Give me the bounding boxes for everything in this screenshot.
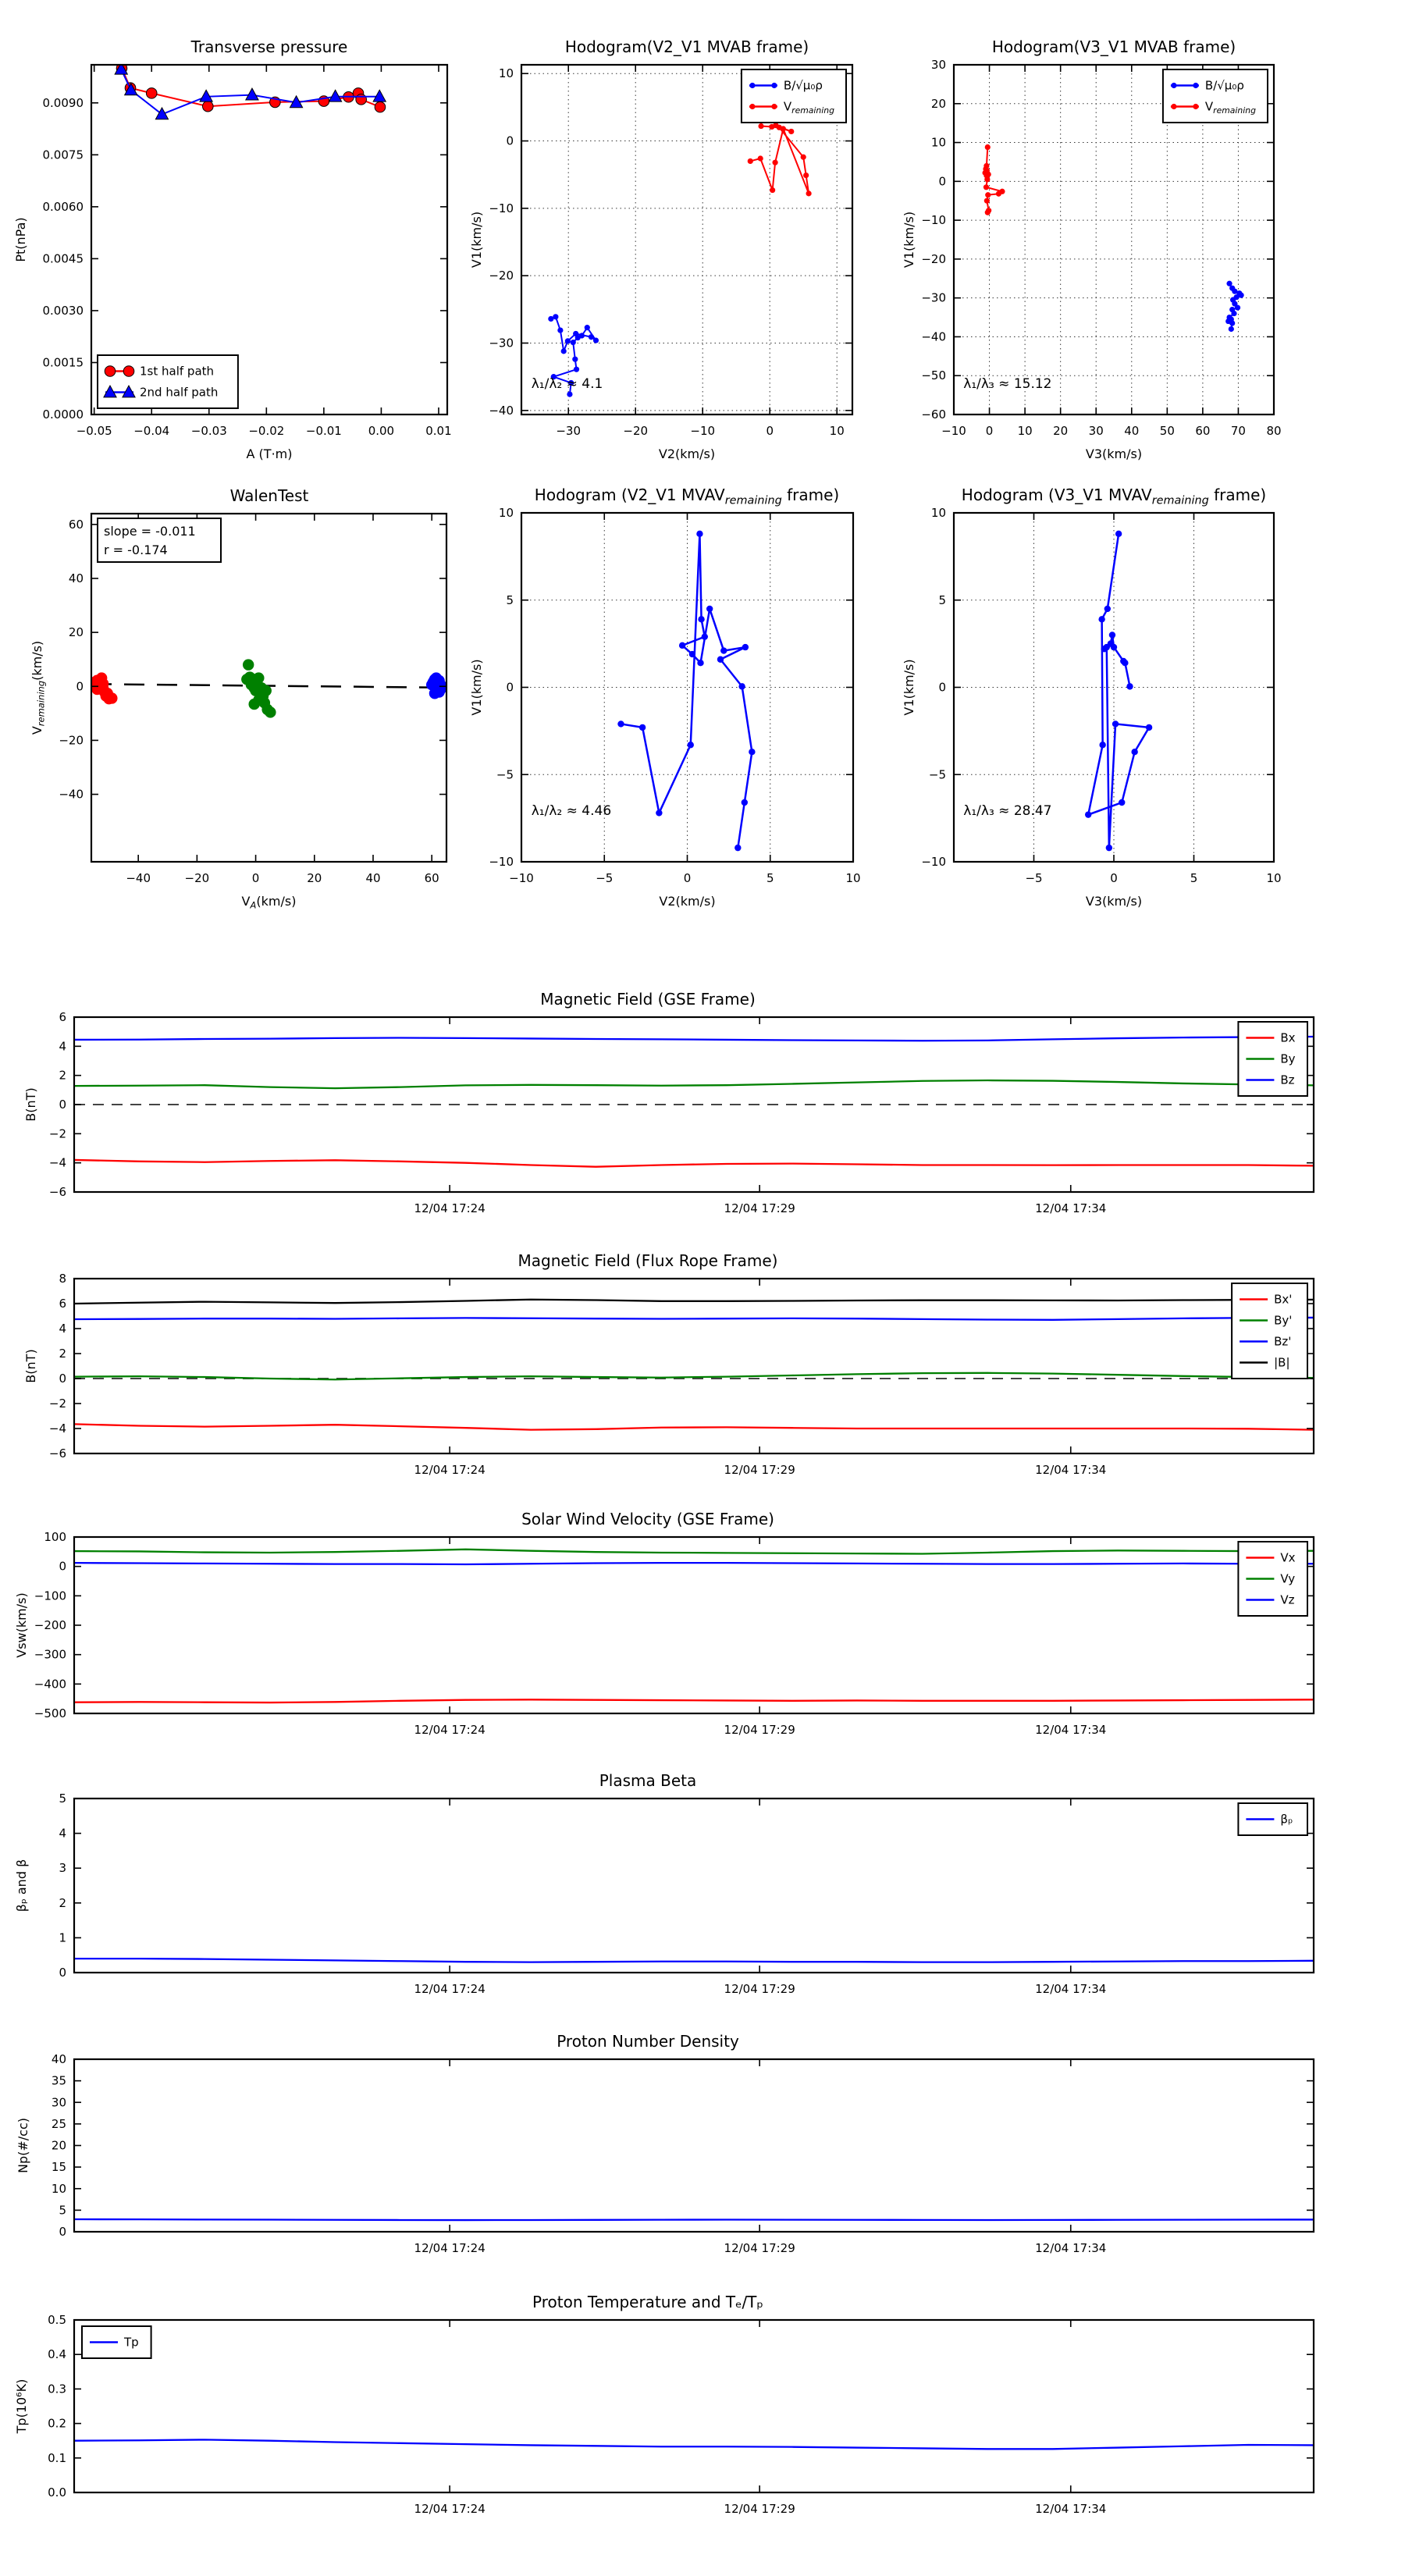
x-tick-label: 12/04 17:34: [1035, 2502, 1107, 2516]
x-tick-label: 12/04 17:34: [1035, 1982, 1107, 1996]
x-axis-label: V2(km/s): [658, 447, 716, 461]
x-tick-label: −10: [941, 424, 966, 438]
panel-vsw-gse: [14, 1510, 1314, 1737]
series-group: [74, 1300, 1314, 1430]
x-tick-label: 12/04 17:34: [1035, 2241, 1107, 2255]
x-tick-label: 40: [365, 871, 381, 885]
y-axis-label: βₚ and β: [14, 1859, 29, 1912]
legend: [1238, 1542, 1307, 1616]
y-tick-label: 0: [59, 2225, 66, 2239]
series-group: [74, 1959, 1314, 1962]
y-tick-label: −20: [59, 733, 84, 748]
y-tick-label: 20: [68, 625, 84, 640]
y-tick-label: −6: [48, 1446, 66, 1461]
legend-label: Vy: [1280, 1571, 1296, 1586]
stats-line: r = -0.174: [104, 543, 168, 557]
panel-b-fluxrope: [23, 1251, 1314, 1477]
y-axis-label: Tp(10⁶K): [14, 2379, 29, 2434]
y-axis-label: V1(km/s): [902, 211, 916, 269]
x-tick-label: 10: [845, 871, 861, 885]
tick-marks: [74, 2059, 1314, 2232]
y-tick-label: 10: [51, 2181, 66, 2196]
x-tick-label: 20: [1053, 424, 1069, 438]
y-tick-label: 0: [938, 680, 946, 695]
x-tick-label: 10: [1266, 871, 1282, 885]
y-axis-label: Np(#/cc): [16, 2118, 30, 2173]
y-tick-label: 2: [59, 1347, 66, 1361]
panel-hodogram-v2v1-mvav: [469, 486, 861, 909]
y-tick-label: 0.0: [48, 2485, 66, 2500]
tick-marks: [74, 1799, 1314, 1973]
y-tick-label: 0.0045: [42, 251, 84, 266]
legend-label: Bx: [1280, 1030, 1296, 1045]
y-tick-label: 100: [44, 1530, 66, 1544]
x-axis-label: A (T·m): [246, 447, 293, 461]
y-tick-label: −5: [496, 767, 514, 782]
series-line-By: [74, 1080, 1314, 1088]
y-axis-label: Vsw(km/s): [14, 1592, 29, 1658]
x-tick-label: 70: [1230, 424, 1246, 438]
y-tick-label: 10: [930, 135, 946, 150]
y-tick-label: 0: [506, 133, 514, 148]
y-tick-label: 4: [59, 1826, 66, 1841]
x-tick-label: 60: [424, 871, 439, 885]
x-tick-label: −10: [690, 424, 716, 438]
y-tick-label: −30: [921, 290, 946, 305]
x-tick-label: 12/04 17:29: [724, 1982, 795, 1996]
y-tick-label: 0: [506, 680, 514, 695]
series-line-beta_p: [74, 1959, 1314, 1962]
panel-title: Plasma Beta: [599, 1771, 697, 1790]
y-tick-label: 0: [59, 1559, 66, 1574]
y-tick-label: 10: [498, 506, 514, 520]
x-tick-label: 0: [683, 871, 692, 885]
legend-label: Bz: [1280, 1073, 1295, 1087]
y-axis-label: Pt(nPa): [13, 217, 28, 262]
x-tick-label: 12/04 17:29: [724, 2502, 795, 2516]
y-tick-label: 60: [68, 517, 84, 532]
y-tick-label: −10: [489, 201, 514, 215]
x-tick-label: 12/04 17:29: [724, 1201, 795, 1215]
x-tick-label: −0.02: [248, 424, 285, 438]
y-tick-label: −400: [34, 1677, 66, 1692]
axes-box: [74, 2320, 1314, 2492]
panel-transverse-pressure: [13, 37, 452, 461]
legend: [1238, 1803, 1307, 1835]
legend-label: 1st half path: [140, 364, 215, 379]
panel-title: Magnetic Field (GSE Frame): [540, 990, 756, 1009]
series-line-V path: [621, 534, 752, 848]
y-tick-label: 0: [59, 1098, 66, 1112]
legend-label: Bx': [1274, 1292, 1293, 1307]
x-tick-label: 0: [251, 871, 260, 885]
eigenvalue-ratio-annotation: λ₁/λ₃ ≈ 28.47: [963, 803, 1052, 819]
y-axis-label: V1(km/s): [902, 659, 916, 716]
y-tick-label: 30: [51, 2095, 66, 2110]
series-line-V path: [1088, 534, 1149, 848]
panel-hodogram-v3v1-mvab: [902, 37, 1282, 461]
x-axis-label: V3(km/s): [1085, 447, 1143, 461]
y-tick-label: 6: [59, 1297, 66, 1311]
y-tick-label: −5: [928, 767, 946, 782]
y-tick-label: 35: [51, 2073, 66, 2088]
legend-label: $V_{remaining}$: [1204, 99, 1256, 116]
series-group: [617, 531, 755, 852]
y-tick-label: −4: [48, 1421, 66, 1436]
legend-label: $V_{remaining}$: [783, 99, 834, 116]
panel-title: Hodogram (V3_V1 $MVAV_{remaining}$ frame): [961, 486, 1267, 507]
y-tick-label: −100: [34, 1589, 66, 1603]
panel-hodogram-v2v1-mvab: [469, 37, 852, 461]
y-tick-label: 0.0000: [42, 407, 84, 422]
x-tick-label: 40: [1124, 424, 1140, 438]
legend-label: Tp: [124, 2335, 139, 2350]
legend: [742, 69, 846, 123]
legend: [1238, 1022, 1307, 1096]
legend-label: Bz': [1274, 1334, 1292, 1349]
y-tick-label: −20: [921, 251, 946, 266]
y-tick-label: 10: [498, 66, 514, 81]
series-line-Np: [74, 2219, 1314, 2220]
panel-proton-temp: [14, 2293, 1314, 2516]
y-axis-label: B(nT): [23, 1087, 38, 1122]
panel-title: Transverse pressure: [190, 37, 348, 56]
y-tick-label: 0.5: [48, 2313, 66, 2327]
series-group: [74, 1037, 1314, 1167]
y-tick-label: −10: [921, 855, 946, 869]
y-tick-label: 0.0015: [42, 355, 84, 370]
x-tick-label: 5: [1190, 871, 1198, 885]
y-tick-label: 0: [59, 1372, 66, 1386]
y-tick-label: 30: [930, 58, 946, 72]
y-tick-label: 6: [59, 1010, 66, 1024]
y-tick-label: 0: [76, 679, 84, 694]
y-tick-label: −4: [48, 1155, 66, 1170]
y-tick-label: 15: [51, 2160, 66, 2175]
y-tick-label: 0.0075: [42, 148, 84, 162]
x-axis-label: V2(km/s): [659, 894, 716, 909]
x-tick-label: 12/04 17:24: [414, 1463, 486, 1477]
x-tick-label: 0: [1110, 871, 1118, 885]
series-line-Bz': [74, 1318, 1314, 1320]
x-tick-label: −40: [126, 871, 151, 885]
x-tick-label: 20: [307, 871, 322, 885]
x-tick-label: 12/04 17:29: [724, 2241, 795, 2255]
x-tick-label: 50: [1159, 424, 1175, 438]
panel-walen-test: [30, 486, 446, 911]
y-axis-label: B(nT): [23, 1349, 38, 1383]
y-tick-label: −50: [921, 368, 946, 383]
y-tick-label: 25: [51, 2116, 66, 2131]
x-tick-label: 12/04 17:24: [414, 1982, 486, 1996]
y-tick-label: 40: [68, 571, 84, 585]
legend-label: 2nd half path: [140, 385, 219, 400]
y-tick-label: −30: [489, 336, 514, 350]
series-line-Bx: [74, 1160, 1314, 1167]
x-tick-label: 12/04 17:24: [414, 2502, 486, 2516]
panel-proton-density: [16, 2032, 1314, 2255]
y-tick-label: 0.0090: [42, 95, 84, 110]
x-tick-label: 5: [766, 871, 774, 885]
x-tick-label: 12/04 17:29: [724, 1723, 795, 1737]
x-tick-label: −0.03: [190, 424, 227, 438]
y-tick-label: 3: [59, 1861, 66, 1876]
y-tick-label: 2: [59, 1068, 66, 1083]
y-tick-label: 0.1: [48, 2450, 66, 2465]
y-tick-label: −40: [921, 329, 946, 344]
series-group: [1085, 531, 1152, 852]
x-tick-label: −20: [623, 424, 649, 438]
y-tick-label: 0.2: [48, 2416, 66, 2431]
y-tick-label: −10: [921, 213, 946, 228]
y-tick-label: −2: [48, 1397, 66, 1411]
x-axis-label: $V_A(km/s)$: [241, 894, 297, 911]
panel-title: Solar Wind Velocity (GSE Frame): [521, 1510, 774, 1528]
legend: [82, 2326, 151, 2358]
y-tick-label: 20: [930, 96, 946, 111]
eigenvalue-ratio-annotation: λ₁/λ₃ ≈ 15.12: [963, 376, 1052, 392]
x-tick-label: −5: [1025, 871, 1043, 885]
series-group: [74, 2219, 1314, 2220]
series-group: [74, 2439, 1314, 2449]
panel-hodogram-v3v1-mvav: [902, 486, 1282, 909]
x-tick-label: 30: [1088, 424, 1104, 438]
y-tick-label: 0.4: [48, 2347, 66, 2362]
x-tick-label: 0: [766, 424, 774, 438]
x-tick-label: 12/04 17:34: [1035, 1201, 1107, 1215]
panel-title: Hodogram(V2_V1 MVAB frame): [564, 37, 809, 56]
series-line-Vx: [74, 1699, 1314, 1703]
x-tick-label: 12/04 17:24: [414, 1201, 486, 1215]
series-line-Bz: [74, 1037, 1314, 1041]
panel-b-gse: [23, 990, 1314, 1215]
panel-title: Proton Number Density: [557, 2032, 739, 2051]
y-tick-label: −60: [921, 407, 946, 422]
series-line-Bx': [74, 1424, 1314, 1429]
axes-box: [74, 1799, 1314, 1973]
y-tick-label: 20: [51, 2138, 66, 2153]
legend-label: Vx: [1280, 1550, 1296, 1565]
legend-label: By: [1280, 1051, 1296, 1066]
x-tick-label: −20: [184, 871, 210, 885]
legend-label: By': [1274, 1313, 1293, 1328]
x-axis-label: V3(km/s): [1085, 894, 1143, 909]
x-tick-label: 12/04 17:29: [724, 1463, 795, 1477]
x-tick-label: −0.01: [305, 424, 342, 438]
y-axis-label: V1(km/s): [469, 659, 484, 716]
series-line-|B|: [74, 1300, 1314, 1304]
y-axis-label: V1(km/s): [469, 211, 484, 269]
y-tick-label: 5: [59, 2203, 66, 2218]
y-tick-label: −2: [48, 1126, 66, 1141]
y-tick-label: −40: [59, 787, 84, 802]
legend-label: βₚ: [1280, 1812, 1293, 1827]
panel-title: WalenTest: [229, 486, 309, 505]
legend-label: B/√μ₀ρ: [783, 78, 823, 93]
panel-title: Proton Temperature and Tₑ/Tₚ: [532, 2293, 763, 2311]
eigenvalue-ratio-annotation: λ₁/λ₂ ≈ 4.1: [531, 376, 603, 392]
x-tick-label: 60: [1195, 424, 1211, 438]
legend-label: B/√μ₀ρ: [1204, 78, 1244, 93]
y-tick-label: 10: [930, 506, 946, 520]
x-tick-label: 0.00: [368, 424, 395, 438]
y-tick-label: 5: [506, 592, 514, 607]
stats-line: slope = -0.011: [104, 524, 196, 539]
series-group: [548, 81, 811, 397]
x-tick-label: −0.04: [133, 424, 170, 438]
x-tick-label: 10: [1017, 424, 1033, 438]
series-group: [74, 1550, 1314, 1703]
y-tick-label: 4: [59, 1322, 66, 1336]
x-tick-label: −10: [509, 871, 534, 885]
legend: [1163, 69, 1268, 123]
y-axis-label: $V_{remaining}(km/s)$: [30, 640, 47, 735]
panel-title: Hodogram(V3_V1 MVAB frame): [991, 37, 1236, 56]
y-tick-label: 2: [59, 1895, 66, 1910]
x-tick-label: 80: [1266, 424, 1282, 438]
eigenvalue-ratio-annotation: λ₁/λ₂ ≈ 4.46: [531, 803, 612, 819]
legend: [1232, 1283, 1307, 1379]
axes-box: [74, 2059, 1314, 2232]
legend: [98, 355, 238, 408]
series-group: [982, 144, 1243, 332]
y-tick-label: 5: [938, 592, 946, 607]
panel-plasma-beta: [14, 1771, 1314, 1996]
y-tick-label: −10: [489, 855, 514, 869]
series-group: [115, 62, 386, 119]
panel-title: Magnetic Field (Flux Rope Frame): [518, 1251, 778, 1270]
x-tick-label: −5: [596, 871, 614, 885]
legend-label: |B|: [1274, 1355, 1290, 1370]
y-tick-label: 4: [59, 1039, 66, 1054]
x-tick-label: 12/04 17:34: [1035, 1723, 1107, 1737]
tick-marks: [74, 2320, 1314, 2492]
y-tick-label: 0.3: [48, 2382, 66, 2396]
y-tick-label: 0: [59, 1966, 66, 1980]
x-tick-label: 12/04 17:24: [414, 2241, 486, 2255]
legend-label: Vz: [1280, 1592, 1295, 1607]
y-tick-label: 0.0030: [42, 303, 84, 318]
y-tick-label: 0: [938, 174, 946, 189]
x-tick-label: −30: [556, 424, 582, 438]
series-line-Vy: [74, 1550, 1314, 1554]
y-tick-label: −200: [34, 1618, 66, 1632]
x-tick-label: 12/04 17:34: [1035, 1463, 1107, 1477]
panel-title: Hodogram (V2_V1 $MVAV_{remaining}$ frame): [534, 486, 840, 507]
x-tick-label: 0.01: [425, 424, 452, 438]
x-tick-label: −0.05: [76, 424, 112, 438]
y-tick-label: −6: [48, 1185, 66, 1199]
x-tick-label: 0: [985, 424, 994, 438]
y-tick-label: 1: [59, 1930, 66, 1945]
y-tick-label: 40: [51, 2052, 66, 2066]
x-tick-label: 12/04 17:24: [414, 1723, 486, 1737]
y-tick-label: −300: [34, 1647, 66, 1662]
series-group: [87, 659, 446, 717]
series-line-Vz: [74, 1563, 1314, 1564]
y-tick-label: 0.0060: [42, 199, 84, 214]
y-tick-label: 8: [59, 1272, 66, 1286]
y-tick-label: −20: [489, 269, 514, 283]
y-tick-label: −40: [489, 403, 514, 418]
x-tick-label: 10: [829, 424, 845, 438]
series-line-Tp: [74, 2439, 1314, 2449]
y-tick-label: 5: [59, 1791, 66, 1806]
y-tick-label: −500: [34, 1706, 66, 1720]
